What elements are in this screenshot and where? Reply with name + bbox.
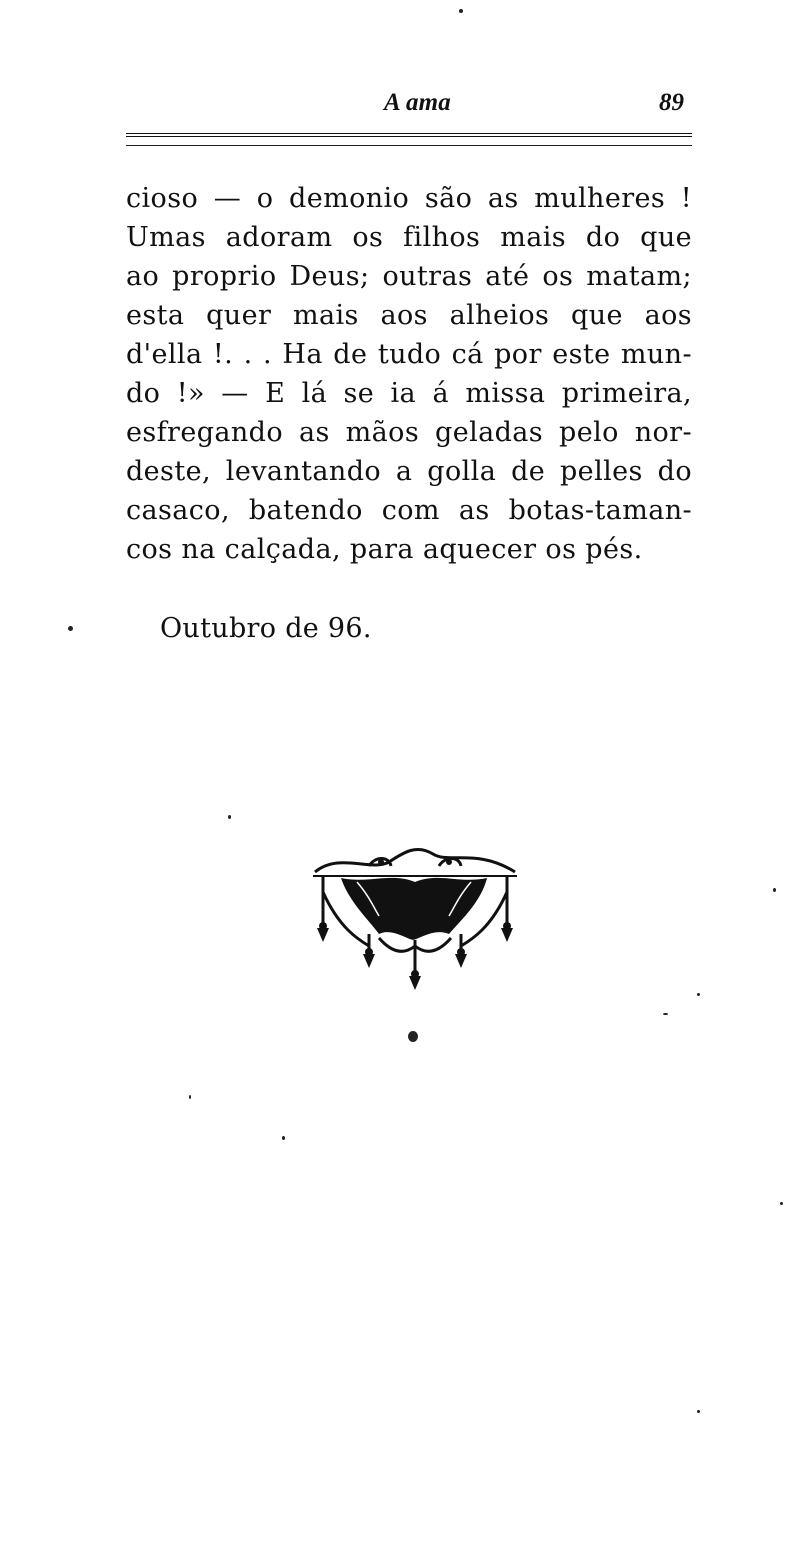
print-speck — [189, 1095, 191, 1099]
print-speck — [697, 1410, 700, 1413]
running-header — [126, 88, 692, 122]
print-speck — [228, 815, 231, 819]
header-thin-rule — [126, 145, 692, 146]
print-speck — [459, 9, 463, 13]
header-double-rule — [126, 133, 692, 141]
running-title: A ama — [384, 89, 451, 116]
tailpiece-cartouche-icon — [309, 842, 521, 994]
print-speck — [663, 1013, 668, 1015]
text-line: d'ella !. . . Ha de tudo cá por este mun- — [126, 339, 692, 370]
text-line: casaco, batendo com as botas-taman- — [126, 495, 692, 526]
print-speck — [408, 1031, 418, 1042]
dateline: Outubro de 96. — [160, 613, 372, 644]
print-speck — [773, 888, 776, 892]
print-speck — [697, 993, 700, 996]
body-paragraph — [126, 179, 692, 569]
text-line: cos na calçada, para aquecer os pés. — [126, 534, 643, 565]
text-line: esta quer mais aos alheios que aos — [126, 300, 692, 331]
print-speck — [68, 626, 73, 631]
text-line: deste, levantando a golla de pelles do — [126, 456, 692, 487]
text-line: do !» — E lá se ia á missa primeira, — [126, 378, 692, 409]
text-line: Umas adoram os filhos mais do que — [126, 222, 692, 253]
page-number: 89 — [659, 89, 684, 116]
text-line: esfregando as mãos geladas pelo nor- — [126, 417, 692, 448]
text-line: cioso — o demonio são as mulheres ! — [126, 183, 692, 214]
text-line: ao proprio Deus; outras até os matam; — [126, 261, 692, 292]
print-speck — [282, 1136, 285, 1140]
print-speck — [780, 1202, 783, 1205]
